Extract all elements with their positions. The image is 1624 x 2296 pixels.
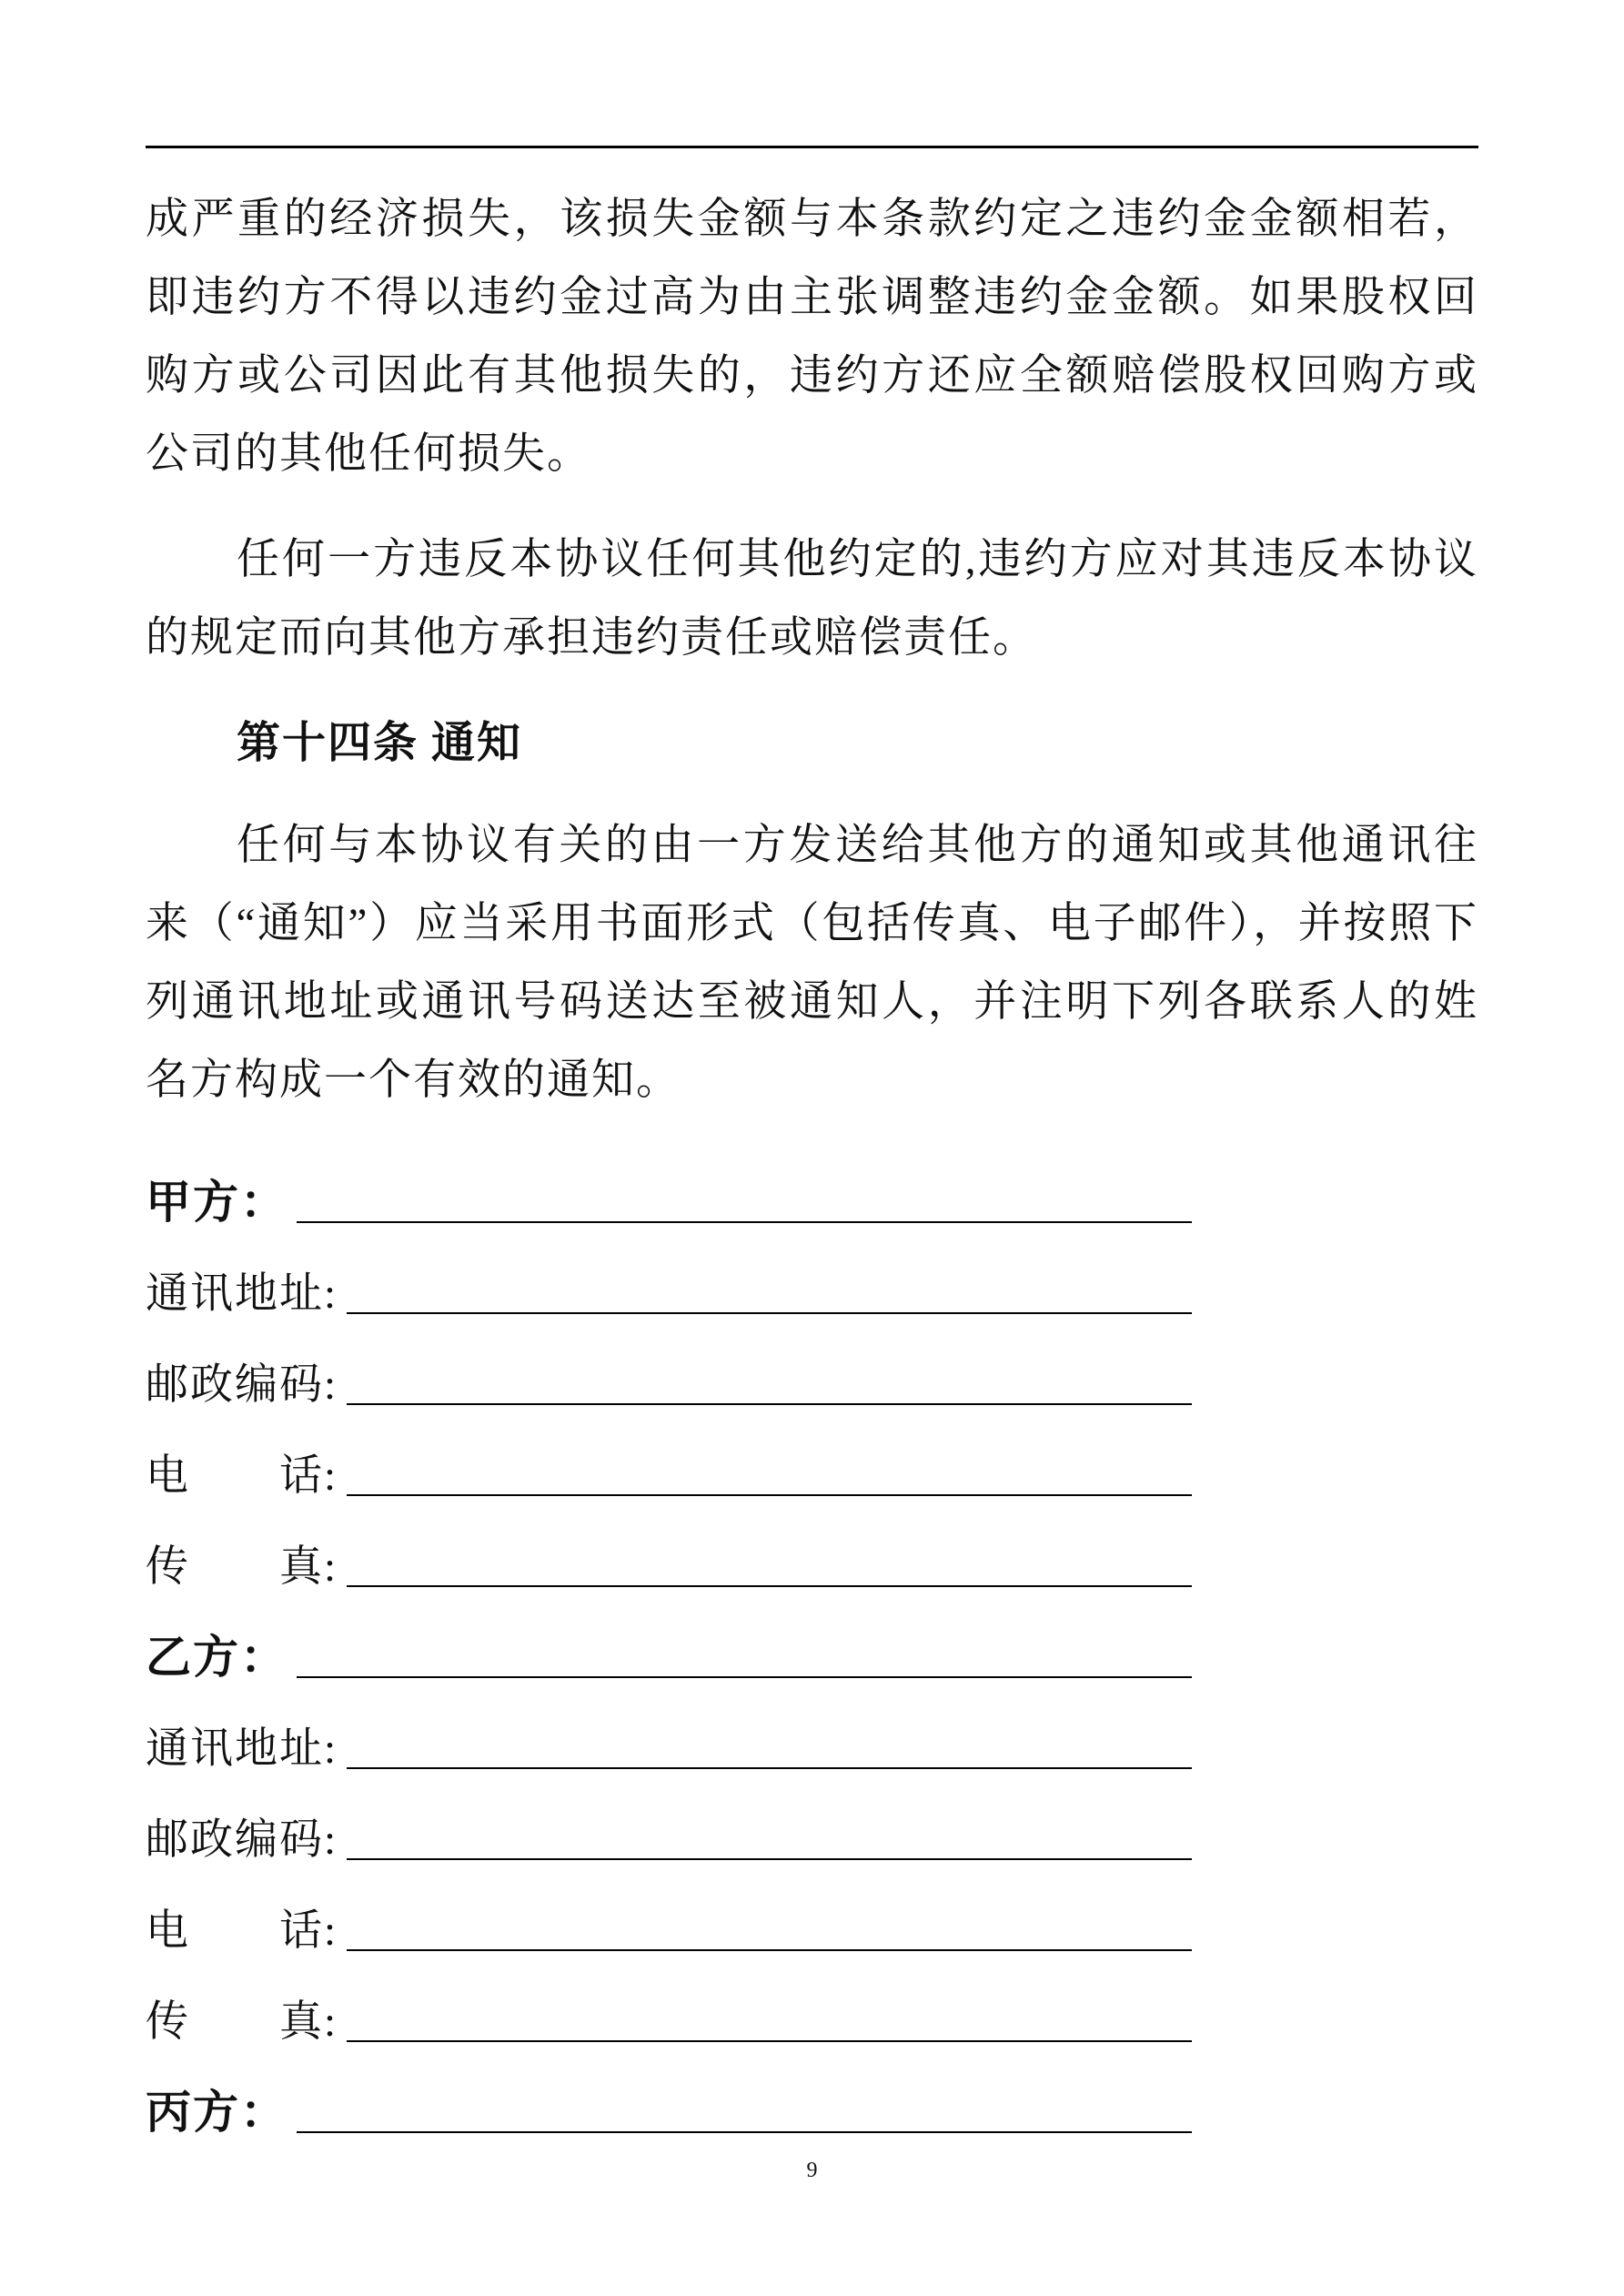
blank-underline xyxy=(297,2131,1192,2133)
form-field-label: 邮政编码: xyxy=(146,1816,338,1864)
blank-underline xyxy=(347,1403,1192,1405)
blank-underline xyxy=(297,1221,1192,1223)
blank-underline xyxy=(347,1767,1192,1769)
blank-underline xyxy=(347,1494,1192,1496)
form-field-label: 传 真: xyxy=(146,1543,338,1591)
form-field-label: 电 话: xyxy=(146,1907,338,1955)
form-field-label: 通讯地址: xyxy=(146,1270,338,1318)
paragraph-notice: 任何与本协议有关的由一方发送给其他方的通知或其他通讯往来（“通知”）应当采用书面形式（包括传真、电子邮件），并按照下列通讯地址或通讯号码送达至被通知人，并注明下列各联系人的姓名方构成一个有效的通知。 xyxy=(146,822,1478,1104)
form-row-postal-code xyxy=(146,1784,1192,1875)
page-number: 9 xyxy=(806,2159,818,2182)
blank-underline xyxy=(347,1949,1192,1951)
form-field-label: 甲方： xyxy=(146,1177,287,1228)
document-content xyxy=(146,180,1478,2148)
form-field-label: 邮政编码: xyxy=(146,1361,338,1409)
blank-underline xyxy=(347,1312,1192,1314)
form-field-label: 电 话: xyxy=(146,1452,338,1500)
notice-contact-form xyxy=(146,1147,1192,2148)
form-row-phone xyxy=(146,1875,1192,1966)
blank-underline xyxy=(347,1585,1192,1587)
form-row-address xyxy=(146,1693,1192,1784)
form-row-fax xyxy=(146,1966,1192,2057)
form-row-party-a xyxy=(146,1147,1192,1238)
paragraph-continuation: 成严重的经济损失，该损失金额与本条款约定之违约金金额相若，即违约方不得以违约金过高为由主张调整违约金金额。如果股权回购方或公司因此有其他损失的，违约方还应全额赔偿股权回购方或公司的其他任何损失。 xyxy=(146,196,1478,478)
form-row-party-c xyxy=(146,2057,1192,2148)
form-row-party-b xyxy=(146,1602,1192,1693)
form-field-label: 传 真: xyxy=(146,1998,338,2046)
form-field-label: 通讯地址: xyxy=(146,1725,338,1773)
form-field-label: 丙方： xyxy=(146,2087,287,2138)
blank-underline xyxy=(347,1858,1192,1860)
header-rule xyxy=(146,146,1478,148)
form-row-postal-code xyxy=(146,1329,1192,1420)
blank-underline xyxy=(297,1676,1192,1678)
section-heading-article-14: 第十四条 通知 xyxy=(237,719,523,767)
form-row-fax xyxy=(146,1511,1192,1602)
form-row-phone xyxy=(146,1420,1192,1511)
paragraph-breach-liability: 任何一方违反本协议任何其他约定的,违约方应对其违反本协议的规定而向其他方承担违约责任或赔偿责任。 xyxy=(146,536,1478,662)
form-field-label: 乙方： xyxy=(146,1632,287,1683)
form-row-address xyxy=(146,1238,1192,1329)
blank-underline xyxy=(347,2040,1192,2042)
